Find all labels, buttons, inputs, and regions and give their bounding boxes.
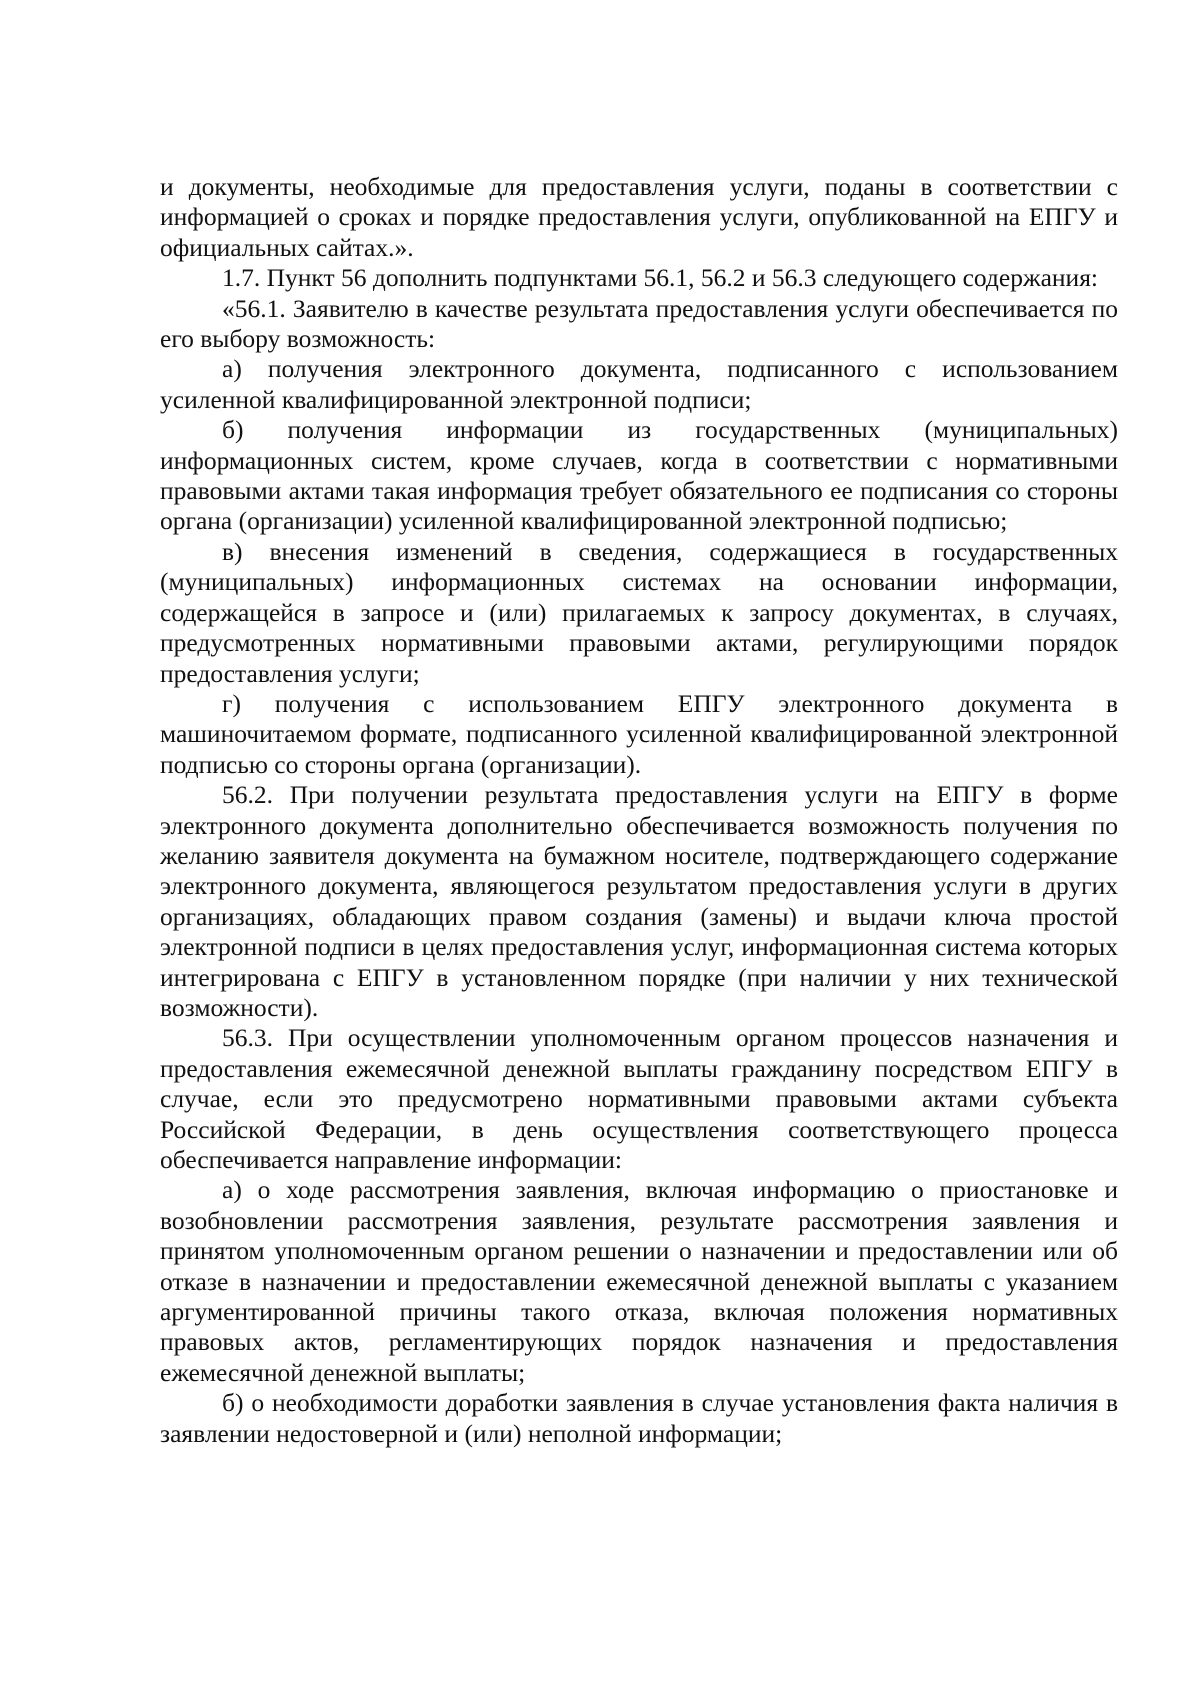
paragraph-56-3-a: а) о ходе рассмотрения заявления, включая информацию о приостановке и возобновлении рассмотрения заявления, результате рассмотрения заявления и принятом уполномоченным органом решении о назначении и предоставлении или об отказе в назначении и предоставлении ежемесячной денежной выплаты с указанием аргументированной причины такого отказа, включая положения нормативных правовых актов, регламентирующих порядок назначения и предоставления ежемесячной денежной выплаты;	[160, 1175, 1118, 1387]
paragraph-item-1-7: 1.7. Пункт 56 дополнить подпунктами 56.1, 56.2 и 56.3 следующего содержания:	[222, 263, 1099, 293]
paragraph-56-3-b: б) о необходимости доработки заявления в случае установления факта наличия в заявлении недостоверной и (или) неполной информации;	[160, 1388, 1118, 1448]
paragraph-56-1: «56.1. Заявителю в качестве результата предоставления услуги обеспечивается по его выбору возможность:	[160, 293, 1118, 354]
paragraph-56-1-b: б) получения информации из государственных (муниципальных) информационных систем, кроме случаев, когда в соответствии с нормативными правовыми актами такая информация требует обязательного ее подписания со стороны органа (организации) усиленной квалифицированной электронной подписью;	[160, 415, 1118, 536]
paragraph-56-2: 56.2. При получении результата предоставления услуги на ЕПГУ в форме электронного документа дополнительно обеспечивается возможность получения по желанию заявителя документа на бумажном носителе, подтверждающего содержание электронного документа, являющегося результатом предоставления услуги в других организациях, обладающих правом создания (замены) и выдачи ключа простой электронной подписи в целях предоставления услуг, информационная система которых интегрирована с ЕПГУ в установленном порядке (при наличии у них технической возможности).	[160, 780, 1118, 1022]
paragraph-56-1-g: г) получения с использованием ЕПГУ электронного документа в машиночитаемом формате, подписанного усиленной квалифицированной электронной подписью со стороны органа (организации).	[160, 688, 1118, 779]
document-body	[160, 172, 1118, 1449]
paragraph-continuation: и документы, необходимые для предоставления услуги, поданы в соответствии с информацией о сроках и порядке предоставления услуги, опубликованной на ЕПГУ и официальных сайтах.».	[160, 172, 1118, 262]
paragraph-56-3: 56.3. При осуществлении уполномоченным органом процессов назначения и предоставления ежемесячной денежной выплаты гражданину посредством ЕПГУ в случае, если это предусмотрено нормативными правовыми актами субъекта Российской Федерации, в день осуществления соответствующего процесса обеспечивается направление информации:	[160, 1023, 1118, 1174]
paragraph-56-1-v: в) внесения изменений в сведения, содержащиеся в государственных (муниципальных) информационных системах на основании информации, содержащейся в запросе и (или) прилагаемых к запросу документах, в случаях, предусмотренных нормативными правовыми актами, регулирующими порядок предоставления услуги;	[160, 536, 1118, 688]
paragraph-56-1-a: а) получения электронного документа, подписанного с использованием усиленной квалифицированной электронной подписи;	[160, 354, 1118, 414]
